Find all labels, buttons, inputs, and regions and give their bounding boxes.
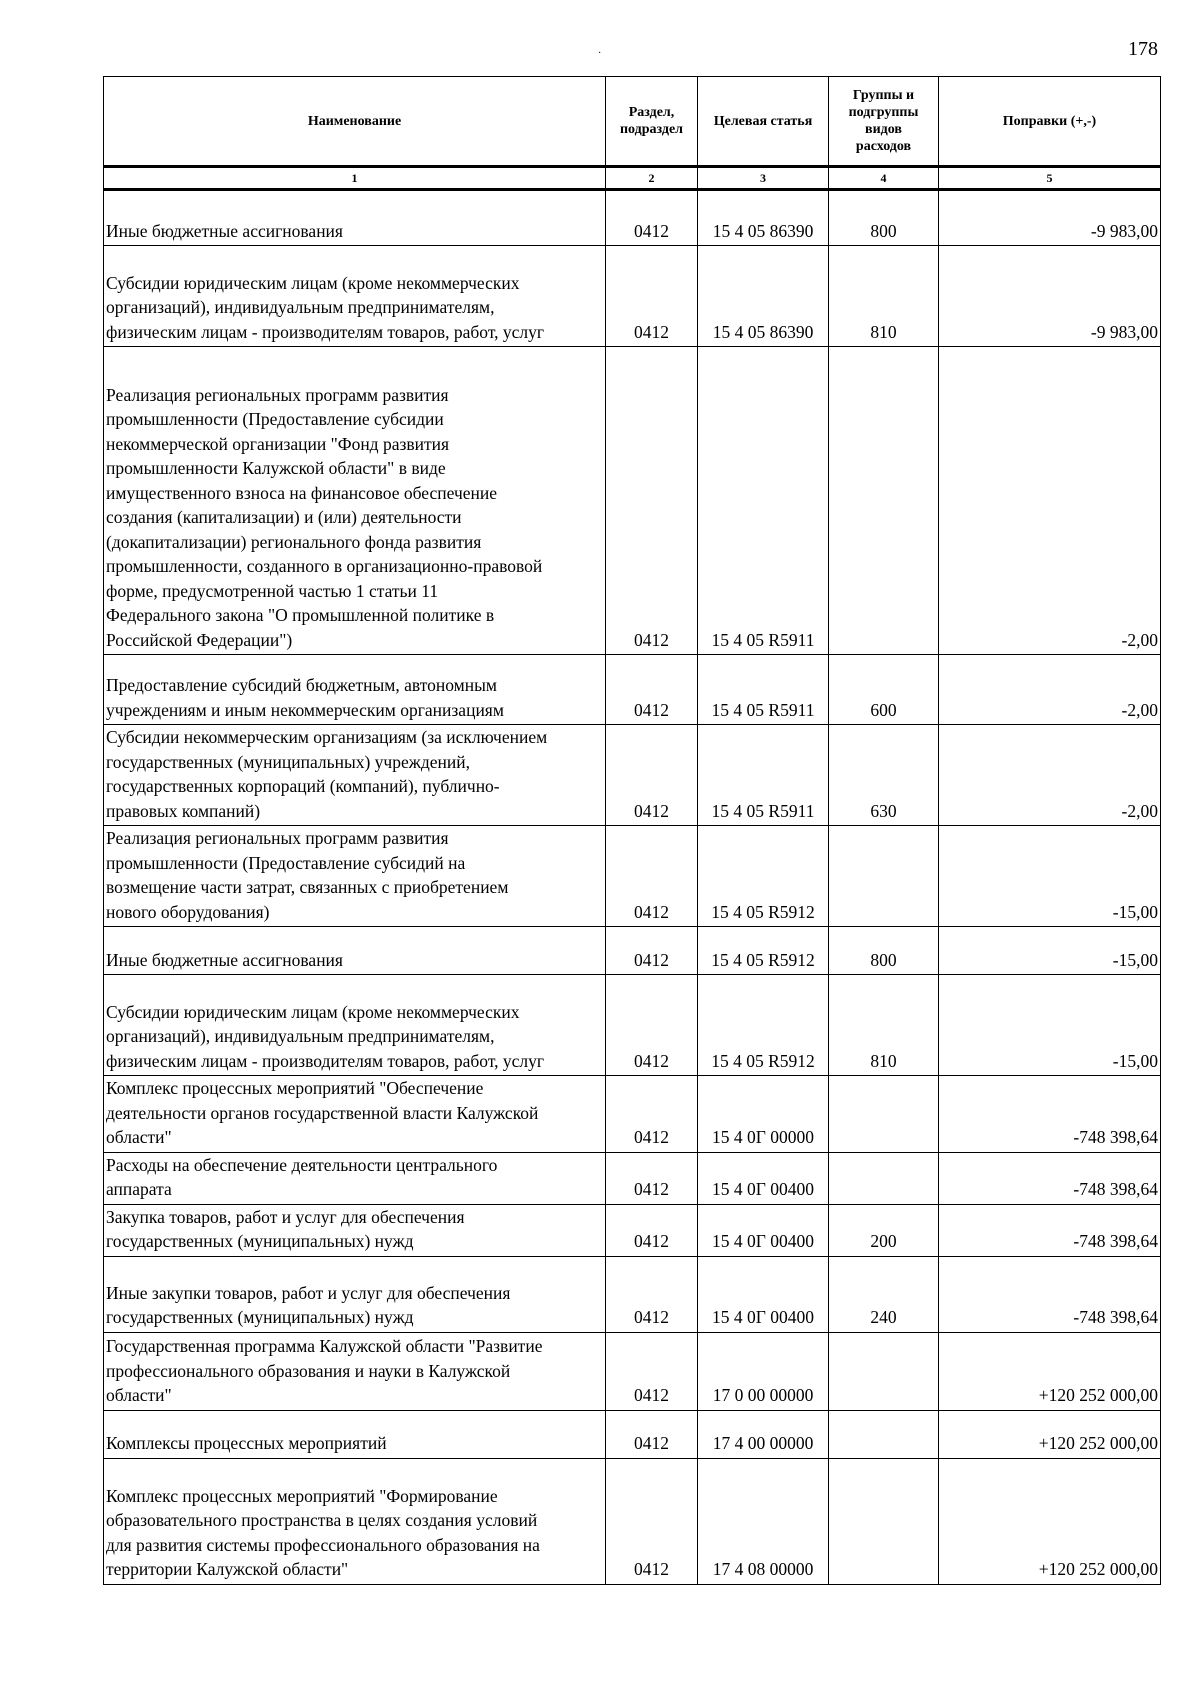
row-name-line: промышленности (Предоставление субсидии [106,409,444,429]
row-name-line: Иные бюджетные ассигнования [106,949,343,970]
row-group [829,1332,939,1410]
row-amount: -2,00 [939,655,1161,725]
table-row [104,826,1161,927]
row-target: 15 4 05 R5912 [698,927,829,975]
row-name [104,1152,606,1204]
row-name-line: аппарата [106,1179,172,1199]
row-name-line: Закупка товаров, работ и услуг для обеспечения [106,1206,465,1227]
row-name-line: имущественного взноса на финансовое обеспечение [106,482,498,503]
row-name-line: Российской Федерации") [106,629,293,650]
table-row [104,975,1161,1076]
row-name-line: Реализация региональных программ развития [106,384,449,405]
row-name-line: Комплексы процессных мероприятий [106,1433,387,1453]
row-target: 15 4 0Г 00400 [698,1256,829,1332]
column-number: 5 [939,167,1161,190]
row-group: 630 [829,725,939,826]
row-name [104,347,606,655]
column-number-row [104,167,1161,190]
column-number: 4 [829,167,939,190]
row-section: 0412 [606,725,698,826]
row-target: 15 4 0Г 00000 [698,1076,829,1153]
row-section: 0412 [606,1256,698,1332]
header-groups-line: видов [865,122,902,137]
row-amount: -748 398,64 [939,1076,1161,1153]
row-name-line: Субсидии юридическим лицам (кроме некоммерческих [106,1001,520,1022]
row-section: 0412 [606,190,698,246]
row-name-line: учреждениям и иным некоммерческим организациям [106,699,504,720]
row-name-line: образовательного пространства в целях создания условий [106,1510,538,1530]
row-name-line: физическим лицам - производителям товаров, работ, услуг [106,321,545,342]
row-amount: -748 398,64 [939,1256,1161,1332]
table-row [104,190,1161,246]
row-target: 17 4 08 00000 [698,1458,829,1584]
row-name-line: физическим лицам - производителям товаров, работ, услуг [106,1050,545,1071]
row-name-line: Предоставление субсидий бюджетным, автономным [106,675,497,695]
row-name-line: нового оборудования) [106,901,270,922]
row-target: 15 4 05 R5911 [698,347,829,655]
row-group: 800 [829,927,939,975]
row-group [829,826,939,927]
table-row [104,1256,1161,1332]
row-name-line: Субсидии юридическим лицам (кроме некоммерческих [106,272,520,293]
row-amount: -748 398,64 [939,1204,1161,1256]
table-row [104,1410,1161,1458]
row-name-line: Федерального закона "О промышленной политике в [106,605,495,625]
table-row [104,1204,1161,1256]
row-name-line: территории Калужской области" [106,1559,349,1579]
row-name-line: промышленности (Предоставление субсидий на [106,852,466,873]
row-section: 0412 [606,1332,698,1410]
row-section: 0412 [606,975,698,1076]
row-group: 600 [829,655,939,725]
row-name-line: форме, предусмотренной частью 1 статьи 11 [106,580,439,601]
header-groups-line: Группы и [852,88,915,103]
header-groups-line: подгруппы [848,105,919,120]
row-amount: -9 983,00 [939,246,1161,347]
table-row [104,1458,1161,1584]
row-name-line: создания (капитализации) и (или) деятельности [106,507,462,527]
row-name-line: деятельности органов государственной власти Калужской [106,1102,539,1123]
column-number: 1 [104,167,606,190]
row-name [104,975,606,1076]
table-row [104,246,1161,347]
row-name-line: профессионального образования и науки в Калужской [106,1360,511,1381]
row-amount: -15,00 [939,975,1161,1076]
table-row [104,1332,1161,1410]
row-target: 17 0 00 00000 [698,1332,829,1410]
row-name-line: области" [106,1385,172,1405]
row-target: 15 4 05 86390 [698,246,829,347]
row-name [104,1332,606,1410]
row-name [104,1204,606,1256]
table-row [104,927,1161,975]
row-amount: -15,00 [939,826,1161,927]
row-section: 0412 [606,826,698,927]
header-target: Целевая статья [698,77,829,167]
row-name-line: Государственная программа Калужской области "Развитие [106,1336,543,1356]
header-row [104,77,1161,167]
page-mark: · [598,48,602,59]
header-section [606,77,698,167]
row-name [104,655,606,725]
row-name [104,1256,606,1332]
row-name-line: Иные закупки товаров, работ и услуг для обеспечения [106,1282,511,1303]
header-groups [829,77,939,167]
budget-amendments-table [103,76,1161,1585]
row-name-line: Комплекс процессных мероприятий "Обеспечение [106,1078,484,1098]
row-amount: -748 398,64 [939,1152,1161,1204]
table-body [104,190,1161,1585]
row-name-line: государственных (муниципальных) нужд [106,1231,414,1251]
row-target: 15 4 05 R5911 [698,725,829,826]
row-name-line: некоммерческой организации "Фонд развития [106,433,450,454]
header-groups-line: расходов [855,139,912,154]
row-name [104,1076,606,1153]
row-name [104,725,606,826]
row-group: 800 [829,190,939,246]
row-name-line: государственных (муниципальных) учреждений, [106,751,470,772]
row-section: 0412 [606,1076,698,1153]
page-number: 178 [1128,38,1158,60]
row-name-line: правовых компаний) [106,800,261,821]
row-name-line: организаций), индивидуальным предпринимателям, [106,297,495,317]
row-name-line: промышленности, созданного в организационно-правовой [106,556,543,576]
row-name-line: промышленности Калужской области" в виде [106,458,446,478]
column-number: 3 [698,167,829,190]
row-target: 15 4 05 R5912 [698,975,829,1076]
row-amount: -15,00 [939,927,1161,975]
row-section: 0412 [606,1410,698,1458]
row-name [104,190,606,246]
row-amount: -2,00 [939,347,1161,655]
row-name-line: Реализация региональных программ развития [106,828,449,848]
row-name [104,246,606,347]
row-name [104,1410,606,1458]
row-name-line: Иные бюджетные ассигнования [106,220,343,241]
header-section-line: Раздел, [628,105,675,120]
header-amendment: Поправки (+,-) [939,77,1161,167]
row-group: 810 [829,975,939,1076]
row-amount: +120 252 000,00 [939,1332,1161,1410]
row-target: 15 4 0Г 00400 [698,1152,829,1204]
row-name [104,826,606,927]
table-row [104,1076,1161,1153]
row-amount: -2,00 [939,725,1161,826]
row-name-line: Субсидии некоммерческим организациям (за исключением [106,727,548,747]
column-number: 2 [606,167,698,190]
row-group: 200 [829,1204,939,1256]
row-section: 0412 [606,246,698,347]
header-section-line: подраздел [619,122,684,137]
row-group [829,1152,939,1204]
row-amount: +120 252 000,00 [939,1458,1161,1584]
row-name-line: государственных корпораций (компаний), публично- [106,776,500,796]
table-row [104,725,1161,826]
row-target: 15 4 05 86390 [698,190,829,246]
row-section: 0412 [606,347,698,655]
row-section: 0412 [606,1152,698,1204]
row-section: 0412 [606,655,698,725]
row-target: 17 4 00 00000 [698,1410,829,1458]
row-group [829,347,939,655]
row-group: 240 [829,1256,939,1332]
row-name-line: области" [106,1127,172,1147]
row-target: 15 4 0Г 00400 [698,1204,829,1256]
row-name-line: Комплекс процессных мероприятий "Формирование [106,1485,498,1506]
row-target: 15 4 05 R5911 [698,655,829,725]
row-amount: +120 252 000,00 [939,1410,1161,1458]
row-group: 810 [829,246,939,347]
row-target: 15 4 05 R5912 [698,826,829,927]
header-name: Наименование [104,77,606,167]
row-name-line: возмещение части затрат, связанных с приобретением [106,877,509,897]
table-row [104,655,1161,725]
row-section: 0412 [606,1204,698,1256]
table-row [104,347,1161,655]
row-name-line: организаций), индивидуальным предпринимателям, [106,1026,495,1046]
row-amount: -9 983,00 [939,190,1161,246]
row-name [104,1458,606,1584]
row-section: 0412 [606,927,698,975]
table-row [104,1152,1161,1204]
row-name-line: для развития системы профессионального образования на [106,1534,540,1555]
table-header [104,77,1161,190]
row-group [829,1410,939,1458]
row-name-line: Расходы на обеспечение деятельности центрального [106,1154,498,1175]
row-group [829,1458,939,1584]
row-name [104,927,606,975]
row-section: 0412 [606,1458,698,1584]
row-name-line: государственных (муниципальных) нужд [106,1307,414,1327]
row-name-line: (докапитализации) регионального фонда развития [106,531,482,552]
row-group [829,1076,939,1153]
